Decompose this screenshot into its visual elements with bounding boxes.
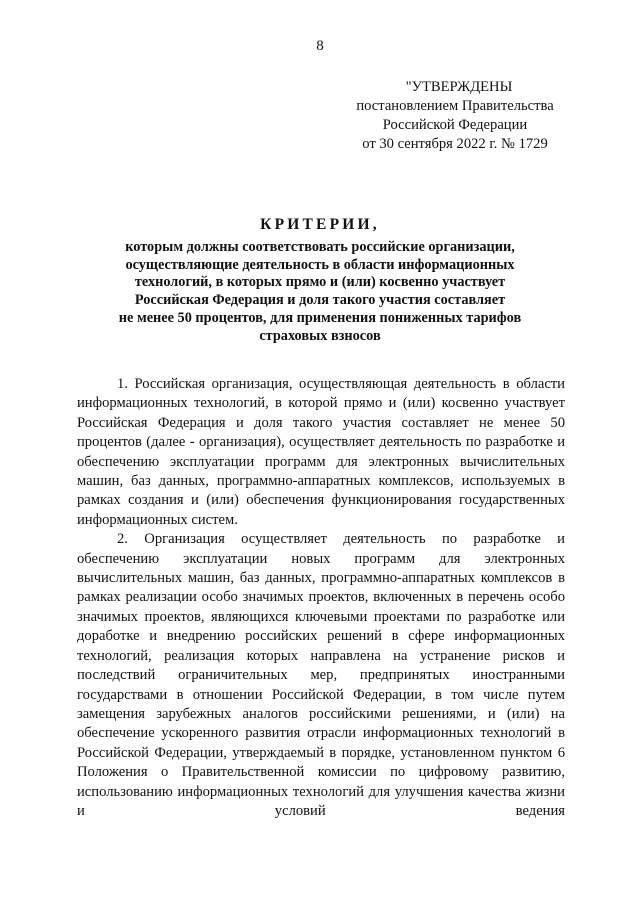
approval-line: постановлением Правительства — [356, 98, 554, 114]
document-subtitle — [0, 239, 640, 345]
subtitle-line: осуществляющие деятельность в области информационных — [125, 256, 515, 273]
subtitle-line: страховых взносов — [259, 327, 381, 344]
subtitle-line: не менее 50 процентов, для применения пониженных тарифов — [118, 309, 522, 326]
page-number: 8 — [316, 38, 324, 54]
approval-line: от 30 сентября 2022 г. № 1729 — [362, 136, 548, 152]
title-block — [0, 215, 640, 345]
approval-stamp — [340, 78, 570, 154]
subtitle-line: технологий, в которых прямо и (или) косвенно участвует — [134, 274, 506, 291]
document-title: КРИТЕРИИ, — [260, 216, 380, 233]
paragraph-1: 1. Российская организация, осуществляющая деятельность в области информационных технологий, в которой прямо и (или) косвенно участвует Российская Федерация и доля такого участия составляет не менее 50 процентов (далее - организация), осуществляет деятельность по разработке и обеспечению эксплуатации программ для электронных вычислительных машин, баз данных, программно-аппаратных комплексов, используемых в рамках создания и (или) обеспечения функционирования государственных информационных систем. — [77, 376, 565, 528]
subtitle-line: Российская Федерация и доля такого участия составляет — [134, 292, 506, 309]
approval-heading: "УТВЕРЖДЕНЫ — [405, 79, 513, 95]
paragraph-2: 2. Организация осуществляет деятельность по разработке и обеспечению эксплуатации новых программ для электронных вычислительных машин, баз данных, программно-аппаратных комплексов в рамках реализации особо значимых проектов, включенных в перечень особо значимых проектов, являющихся ключевыми проектами по разработке или доработке и внедрению российских решений в сфере информационных технологий, реализация которых направлена на устранение рисков и последствий ограничительных мер, предпринятых иностранными государствами в отношении Российской Федерации, в том числе путем замещения зарубежных аналогов российскими решениями, и (или) на обеспечение ускоренного развития отрасли информационных технологий в Российской Федерации, утверждаемый в порядке, установленном пунктом 6 Положения о Правительственной комиссии по цифровому развитию, использованию информационных технологий для улучшения качества жизни и условий ведения — [77, 531, 565, 819]
document-body — [77, 375, 565, 821]
subtitle-line: которым должны соответствовать российские организации, — [125, 239, 515, 255]
approval-line: Российской Федерации — [382, 117, 528, 133]
